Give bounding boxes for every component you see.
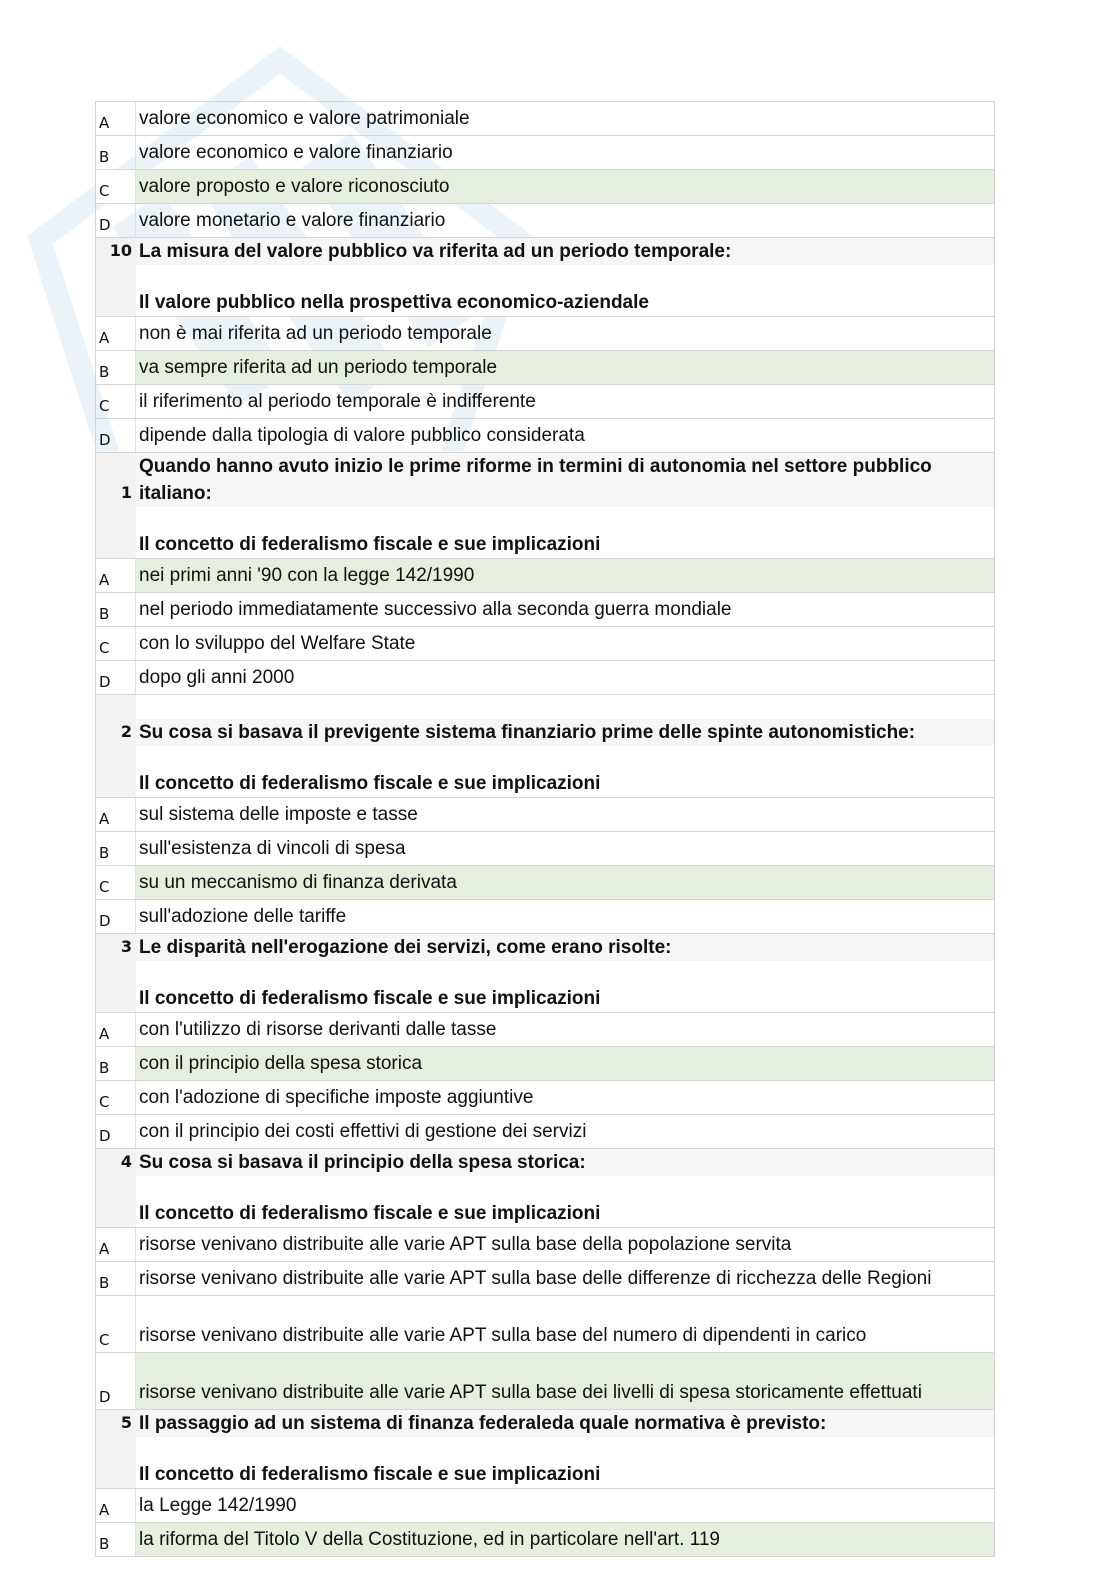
answer-text: con il principio della spesa storica [136,1047,994,1080]
question-topic: Il concetto di federalismo fiscale e sue implicazioni [139,534,601,555]
answer-letter: D [96,204,136,237]
answer-option[interactable] [95,350,995,384]
question-spacer [136,1437,994,1461]
question-number: 1 [96,453,136,558]
answer-text: su un meccanismo di finanza derivata [136,866,994,899]
answer-text: risorse venivano distribuite alle varie APT sulla base del numero di dipendenti in carico [139,1325,867,1346]
quiz-sheet [95,101,995,1557]
answer-option[interactable] [95,797,995,831]
question-text: Le disparità nell'erogazione dei servizi, come erano risolte: [136,934,994,961]
answer-letter: A [96,102,136,135]
question-body [136,695,994,797]
answer-letter: D [96,419,136,452]
answer-option[interactable] [95,316,995,350]
answer-letter: A [96,1228,136,1261]
answer-text: dopo gli anni 2000 [139,667,295,688]
answer-text: valore proposto e valore riconosciuto [136,170,994,203]
question-body [136,238,994,316]
answer-letter: B [96,593,136,626]
answer-letter: C [96,385,136,418]
answer-letter: D [96,1115,136,1148]
answer-text: va sempre riferita ad un periodo temporale [136,351,994,384]
question-row [95,1148,995,1227]
answer-letter: A [96,559,136,592]
question-text: Su cosa si basava il principio della spesa storica: [136,1149,994,1176]
answer-text: nei primi anni '90 con la legge 142/1990 [136,559,994,592]
answer-option[interactable] [95,1488,995,1522]
answer-option[interactable] [95,660,995,694]
question-text: Il passaggio ad un sistema di finanza federaleda quale normativa è previsto: [136,1410,994,1437]
question-row [95,1409,995,1488]
answer-option[interactable] [95,558,995,592]
answer-letter: B [96,1262,136,1295]
question-topic: Il concetto di federalismo fiscale e sue implicazioni [139,773,601,794]
answer-letter: B [96,1047,136,1080]
question-row [95,452,995,558]
question-row [95,237,995,316]
question-body [136,1410,994,1488]
answer-option[interactable] [95,1114,995,1148]
question-number: 2 [96,695,136,797]
answer-text: risorse venivano distribuite alle varie APT sulla base dei livelli di spesa storicamente effettuati [136,1353,994,1409]
question-body [136,1149,994,1227]
answer-option[interactable] [95,1295,995,1352]
answer-option[interactable] [95,203,995,237]
answer-letter: C [96,170,136,203]
answer-letter: A [96,317,136,350]
answer-option[interactable] [95,1352,995,1409]
question-spacer [136,961,994,985]
answer-text: con l'adozione di specifiche imposte aggiuntive [139,1087,534,1108]
question-topic: Il concetto di federalismo fiscale e sue implicazioni [139,1203,601,1224]
answer-option[interactable] [95,1080,995,1114]
answer-letter: C [96,866,136,899]
answer-option[interactable] [95,1261,995,1295]
answer-text: risorse venivano distribuite alle varie APT sulla base delle differenze di ricchezza delle Regioni [139,1268,932,1289]
answer-option[interactable] [95,169,995,203]
answer-text: con l'utilizzo di risorse derivanti dalle tasse [139,1019,497,1040]
answer-option[interactable] [95,101,995,135]
answer-option[interactable] [95,626,995,660]
question-topic: Il valore pubblico nella prospettiva economico-aziendale [139,292,649,313]
question-number: 10 [96,238,136,316]
answer-letter: A [96,798,136,831]
answer-letter: C [96,1296,136,1352]
answer-option[interactable] [95,1012,995,1046]
answer-option[interactable] [95,1046,995,1080]
answer-text: dipende dalla tipologia di valore pubblico considerata [139,425,585,446]
answer-option[interactable] [95,1522,995,1557]
answer-letter: A [96,1013,136,1046]
answer-text: la Legge 142/1990 [139,1495,297,1516]
answer-letter: B [96,832,136,865]
answer-text: non è mai riferita ad un periodo temporale [139,323,492,344]
answer-option[interactable] [95,1227,995,1261]
answer-option[interactable] [95,831,995,865]
question-text: Quando hanno avuto inizio le prime riforme in termini di autonomia nel settore pubblico italiano: [136,453,994,507]
answer-option[interactable] [95,418,995,452]
question-body [136,934,994,1012]
answer-option[interactable] [95,865,995,899]
answer-text: con lo sviluppo del Welfare State [139,633,416,654]
question-body [136,453,994,558]
answer-text: nel periodo immediatamente successivo alla seconda guerra mondiale [139,599,732,620]
question-spacer [136,265,994,289]
question-number: 3 [96,934,136,1012]
answer-letter: B [96,136,136,169]
answer-letter: D [96,661,136,694]
question-leading-spacer [136,695,994,719]
question-spacer [136,1176,994,1200]
answer-text: valore economico e valore finanziario [139,142,453,163]
answer-text: con il principio dei costi effettivi di gestione dei servizi [139,1121,587,1142]
question-number: 5 [96,1410,136,1488]
question-row [95,933,995,1012]
answer-option[interactable] [95,135,995,169]
question-number: 4 [96,1149,136,1227]
answer-text: sull'esistenza di vincoli di spesa [139,838,406,859]
question-text: La misura del valore pubblico va riferita ad un periodo temporale: [136,238,994,265]
answer-letter: B [96,351,136,384]
answer-letter: B [96,1523,136,1556]
question-row [95,694,995,797]
answer-text: valore monetario e valore finanziario [139,210,446,231]
question-topic: Il concetto di federalismo fiscale e sue implicazioni [139,1464,601,1485]
answer-letter: C [96,627,136,660]
question-topic: Il concetto di federalismo fiscale e sue implicazioni [139,988,601,1009]
answer-letter: D [96,900,136,933]
answer-letter: D [96,1353,136,1409]
answer-text: la riforma del Titolo V della Costituzione, ed in particolare nell'art. 119 [136,1523,994,1556]
answer-option[interactable] [95,899,995,933]
answer-text: il riferimento al periodo temporale è indifferente [139,391,536,412]
question-spacer [136,746,994,770]
question-spacer [136,507,994,531]
answer-text: valore economico e valore patrimoniale [139,108,470,129]
answer-option[interactable] [95,592,995,626]
answer-text: sull'adozione delle tariffe [139,906,347,927]
answer-letter: C [96,1081,136,1114]
answer-letter: A [96,1489,136,1522]
question-text: Su cosa si basava il previgente sistema finanziario prime delle spinte autonomistiche: [136,719,994,746]
answer-text: risorse venivano distribuite alle varie APT sulla base della popolazione servita [139,1234,792,1255]
answer-text: sul sistema delle imposte e tasse [139,804,418,825]
answer-option[interactable] [95,384,995,418]
